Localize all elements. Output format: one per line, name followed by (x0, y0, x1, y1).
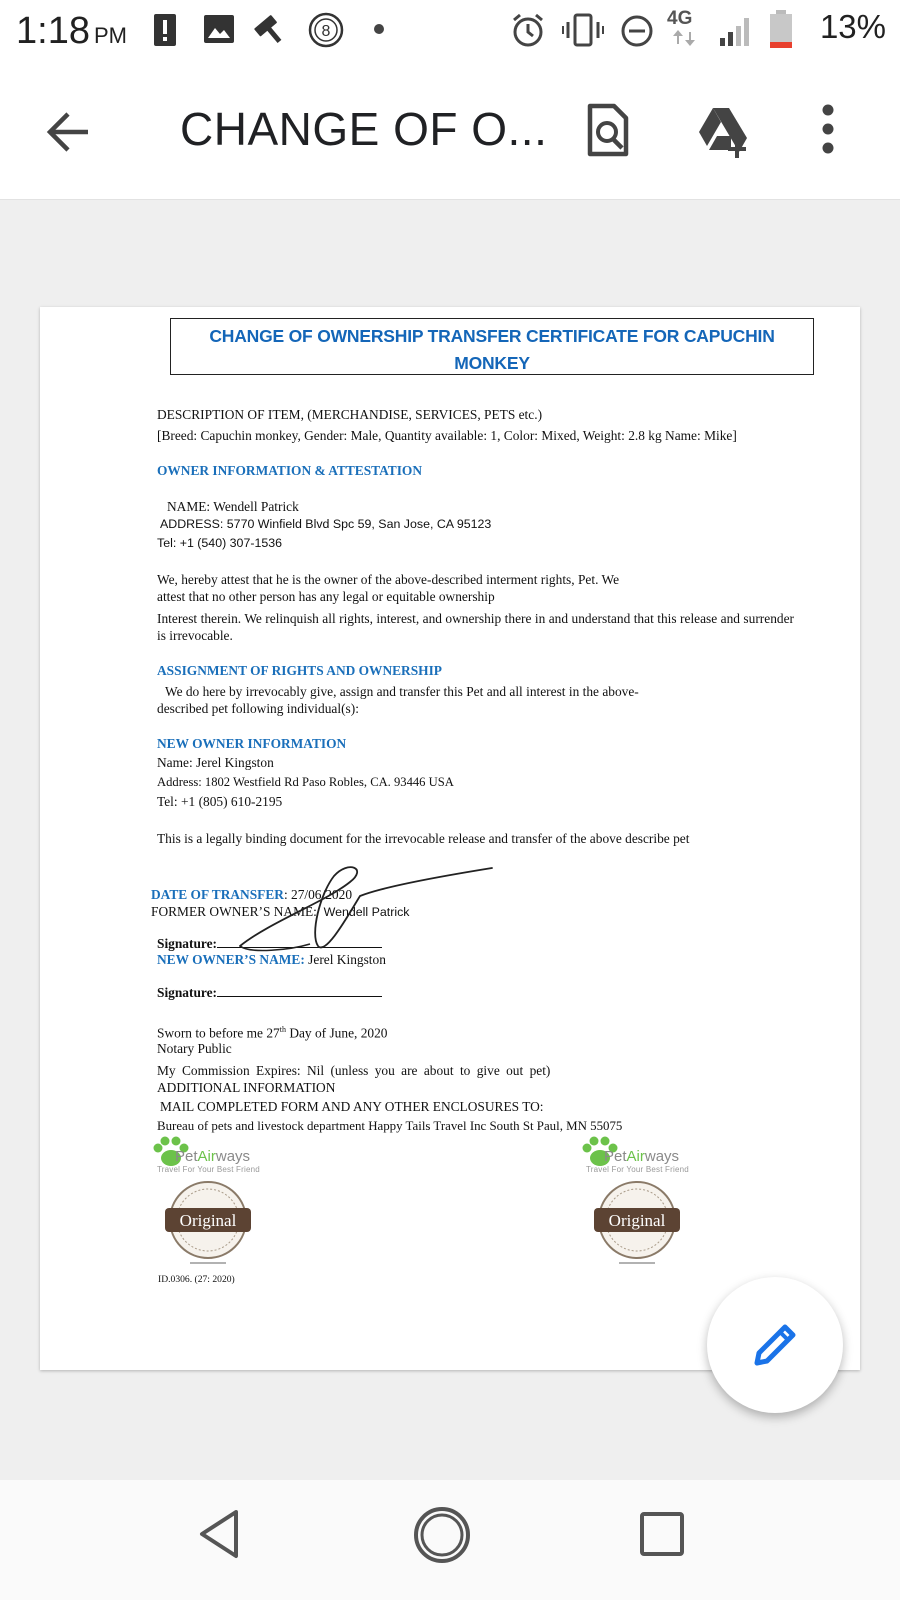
more-vert-icon[interactable] (798, 100, 858, 160)
nav-back-icon[interactable] (190, 1504, 250, 1564)
mail-address: Bureau of pets and livestock department Happy Tails Travel Inc South St Paul, MN 55075 (157, 1119, 623, 1133)
nav-home-icon[interactable] (411, 1504, 473, 1566)
find-in-page-icon[interactable] (578, 100, 638, 160)
former-owner-value: Wendell Patrick (323, 905, 410, 919)
certificate-title-box (170, 318, 814, 375)
clock-ampm: PM (93, 23, 127, 48)
dot-icon (372, 22, 386, 36)
description-details: [Breed: Capuchin monkey, Gender: Male, Quantity available: 1, Color: Mixed, Weight: 2.8 kg Name: Mike] (157, 428, 737, 443)
vibrate-icon (562, 12, 604, 48)
logo-word-b: Air (626, 1148, 645, 1165)
battery-icon (768, 10, 794, 50)
logo-word-a: Pet (604, 1148, 627, 1165)
new-owner-heading: NEW OWNER INFORMATION (157, 736, 347, 751)
logo-word-a: Pet (175, 1148, 198, 1165)
logo-wordmark (604, 1148, 679, 1165)
assignment-line-1: We do here by irrevocably give, assign and transfer this Pet and all interest in the above- (165, 684, 639, 699)
new-owner-signature-line (157, 984, 382, 1001)
back-arrow-icon[interactable] (40, 102, 100, 162)
date-value: : 27/06/2020 (283, 887, 353, 902)
petairways-logo-right (581, 1136, 731, 1176)
owner-info-heading: OWNER INFORMATION & ATTESTATION (157, 463, 422, 478)
original-seal-left (162, 1180, 254, 1266)
binding-statement: This is a legally binding document for the irrevocable release and transfer of the above describe pet (157, 831, 690, 846)
owner-address: ADDRESS: 5770 Winfield Blvd Spc 59, San Jose, CA 95123 (160, 517, 492, 531)
assignment-line-2: described pet following individual(s): (157, 701, 359, 716)
do-not-disturb-icon (620, 14, 654, 48)
status-time (16, 10, 127, 53)
owner-tel: Tel: +1 (540) 307-1536 (157, 536, 283, 550)
attestation-line-1: We, hereby attest that he is the owner of the above-described interment rights, Pet. We (157, 572, 620, 587)
new-owner-name-label: NEW OWNER’S NAME: (157, 952, 305, 967)
seal-text: Original (179, 1211, 237, 1230)
network-type-label: 4G (667, 8, 693, 29)
clock-time: 1:18 (16, 10, 90, 52)
nav-recents-icon[interactable] (632, 1504, 692, 1564)
signature-label: Signature: (157, 936, 218, 951)
add-to-drive-icon[interactable] (695, 100, 755, 160)
logo-wordmark (175, 1148, 250, 1165)
hammer-icon (254, 12, 288, 46)
logo-word-b: Air (197, 1148, 216, 1165)
logo-tagline: Travel For Your Best Friend (586, 1165, 689, 1174)
alarm-icon (510, 12, 546, 48)
original-seal-right (591, 1180, 683, 1266)
status-bar (0, 0, 900, 62)
commission-expires: My Commission Expires: Nil (unless you are about to give out pet) (157, 1063, 551, 1078)
app-bar (0, 62, 900, 200)
new-owner-name-value: Jerel Kingston (308, 952, 386, 967)
new-owner-name-line (157, 951, 386, 968)
mail-instruction: MAIL COMPLETED FORM AND ANY OTHER ENCLOSURES TO: (160, 1099, 544, 1114)
description-heading: DESCRIPTION OF ITEM, (MERCHANDISE, SERVICES, PETS etc.) (157, 407, 543, 422)
svg-text:8: 8 (321, 23, 331, 40)
battery-percent: 13% (819, 8, 886, 45)
handwritten-signature (230, 862, 500, 962)
document-title: CHANGE OF O... (180, 103, 548, 155)
signature-underline-2 (217, 984, 382, 997)
sworn-prefix: Sworn to before me 27 (157, 1025, 280, 1041)
edit-pencil-icon (749, 1319, 801, 1371)
additional-info: ADDITIONAL INFORMATION (157, 1080, 336, 1095)
owner-name: NAME: Wendell Patrick (167, 499, 299, 514)
alert-icon (152, 12, 178, 48)
system-nav-bar (0, 1480, 900, 1600)
logo-word-c: ways (644, 1148, 680, 1165)
certificate-title: CHANGE OF OWNERSHIP TRANSFER CERTIFICATE FOR CAPUCHIN MONKEY (209, 326, 775, 373)
sworn-line (157, 1021, 388, 1041)
image-icon (203, 14, 235, 44)
signature-label-2: Signature: (157, 985, 218, 1000)
attestation-line-2: attest that no other person has any legal or equitable ownership (157, 589, 495, 604)
sworn-suffix: Day of June, 2020 (285, 1025, 388, 1041)
petairways-logo-left (152, 1136, 302, 1176)
attestation-paragraph: Interest therein. We relinquish all rights, interest, and ownership there in and understand that this release and surrender is irrevocable. (157, 611, 794, 643)
date-label: DATE OF TRANSFER (151, 887, 284, 902)
seal-text: Original (608, 1211, 666, 1230)
document-id: ID.0306. (27: 2020) (158, 1274, 235, 1285)
signal-icon (718, 14, 756, 48)
new-owner-tel: Tel: +1 (805) 610-2195 (157, 794, 283, 809)
former-owner-label: FORMER OWNER’S NAME: (151, 904, 317, 919)
new-owner-name: Name: Jerel Kingston (157, 755, 274, 770)
logo-tagline: Travel For Your Best Friend (157, 1165, 260, 1174)
assignment-heading: ASSIGNMENT OF RIGHTS AND OWNERSHIP (157, 663, 442, 678)
sworn-sup: th (279, 1025, 286, 1034)
document-page (40, 307, 860, 1370)
notary-public: Notary Public (157, 1041, 232, 1056)
edit-fab-button[interactable] (707, 1277, 843, 1413)
logo-word-c: ways (215, 1148, 251, 1165)
4g-icon (667, 8, 713, 48)
circled-8-icon (308, 12, 344, 48)
new-owner-address: Address: 1802 Westfield Rd Paso Robles, CA. 93446 USA (157, 775, 454, 789)
